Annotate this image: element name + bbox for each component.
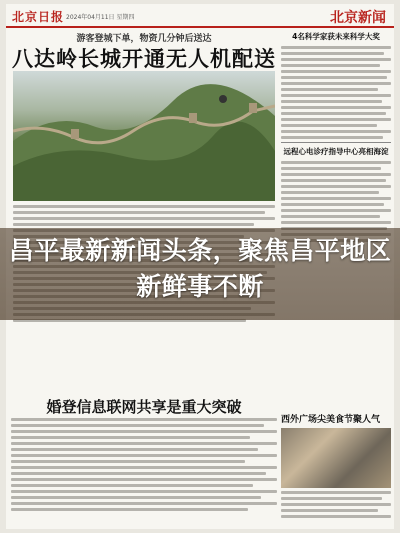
section-title: 北京新闻: [330, 10, 386, 26]
lead-kicker: 游客登城下单，物资几分钟后送达: [76, 34, 212, 44]
masthead: [6, 4, 394, 28]
overlay-title[interactable]: 昌平最新新闻头条，聚焦昌平地区新鲜事不断: [8, 236, 392, 301]
right-bottom-text: [281, 491, 391, 518]
great-wall-photo: [13, 71, 275, 201]
right-bottom-headline[interactable]: 西外广场尖美食节聚人气: [281, 415, 381, 425]
column-divider: [281, 142, 391, 143]
dateline: 2024年04月11日 星期四: [66, 14, 135, 21]
lower-body-text: [11, 418, 277, 514]
right-column-headline-1[interactable]: 4名科学家获未来科学大奖: [292, 32, 380, 41]
lead-headline[interactable]: 八达岭长城开通无人机配送: [12, 47, 276, 71]
lower-headline[interactable]: 婚登信息联网共享是重大突破: [46, 398, 242, 416]
great-wall-illustration: [13, 71, 275, 201]
right-column-text-1: [281, 46, 391, 139]
food-festival-photo: [281, 428, 391, 488]
newspaper-logo: 北京日报: [12, 10, 65, 24]
lower-article[interactable]: [11, 334, 277, 529]
right-bottom-article[interactable]: [281, 412, 391, 521]
right-column-headline-2[interactable]: 远程心电诊疗指导中心亮相海淀: [283, 147, 389, 156]
